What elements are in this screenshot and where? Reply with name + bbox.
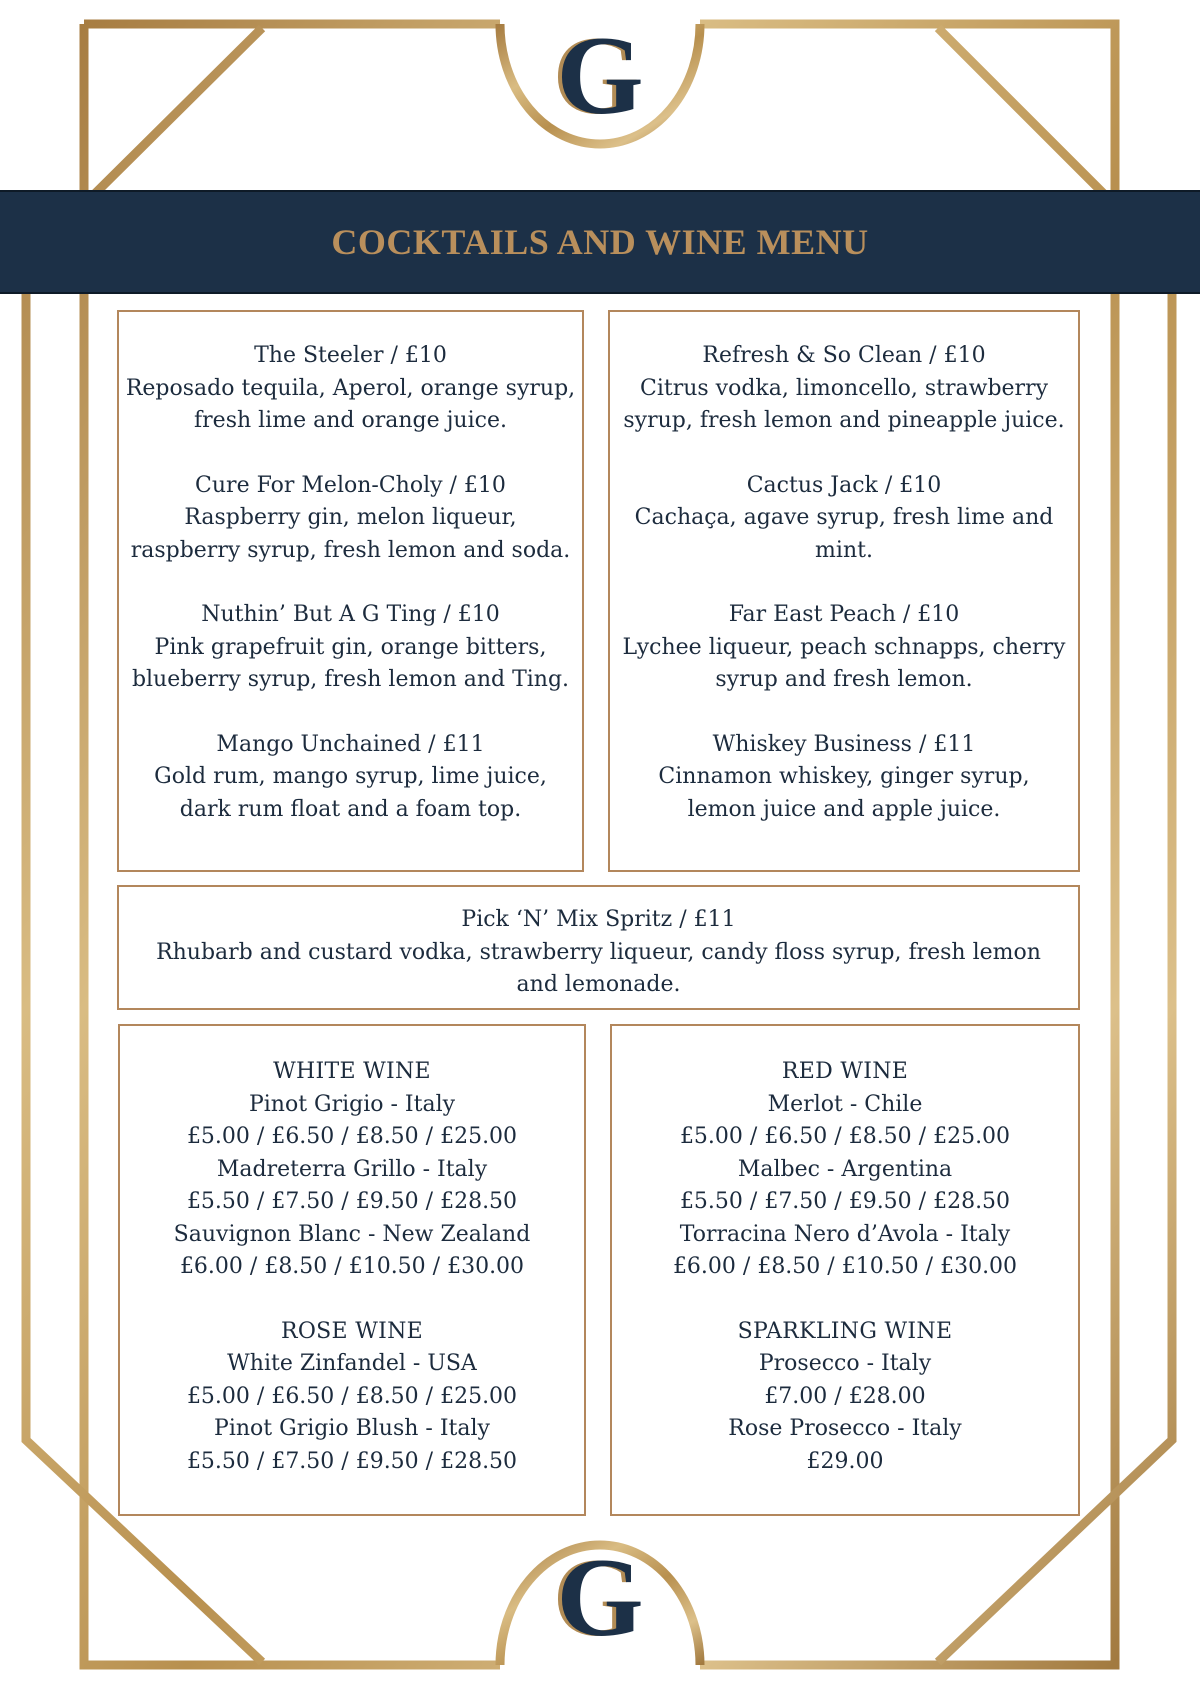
cocktail-item (125, 729, 576, 827)
cocktail-desc-line: raspberry syrup, fresh lemon and soda. (130, 537, 571, 563)
cocktail-desc-line: syrup, fresh lemon and pineapple juice. (623, 408, 1065, 433)
cocktail-desc-line: Cinnamon whiskey, ginger syrup, (658, 764, 1030, 789)
spritz-box (117, 885, 1080, 1010)
cocktail-desc-line: Raspberry gin, melon liqueur, (184, 505, 517, 530)
section-heading: SPARKLING WINE (737, 1318, 953, 1344)
cocktail-desc-line: dark rum float and a foam top. (179, 796, 522, 822)
wine-line: White Zinfandel - USA (227, 1351, 477, 1376)
section-heading: WHITE WINE (273, 1059, 431, 1084)
cocktail-title: Cure For Melon-Choly / £10 (195, 472, 506, 498)
white-wine-section (126, 1056, 578, 1284)
wine-line: Prosecco - Italy (758, 1351, 932, 1376)
wine-price-line: £5.50 / £7.50 / £9.50 / £28.50 (186, 1189, 518, 1214)
cocktails-left-box (117, 310, 584, 872)
wine-line: Madreterra Grillo - Italy (216, 1156, 488, 1182)
wine-line: Pinot Grigio - Italy (248, 1091, 456, 1117)
wine-price-line: £6.00 / £8.50 / £10.50 / £30.00 (179, 1254, 525, 1279)
wine-left-box (118, 1024, 586, 1516)
wine-price-line: £7.00 / £28.00 (764, 1383, 926, 1409)
cocktail-desc-line: Pink grapefruit gin, orange bitters, (154, 634, 547, 660)
wine-line: Pinot Grigio Blush - Italy (214, 1416, 490, 1441)
cocktail-desc-line: mint. (815, 537, 873, 563)
cocktail-desc-line: syrup and fresh lemon. (715, 667, 973, 692)
wine-price-line: £5.00 / £6.50 / £8.50 / £25.00 (186, 1124, 518, 1149)
wine-line: Rose Prosecco - Italy (728, 1416, 962, 1441)
cocktail-item (616, 599, 1072, 697)
cocktail-item (616, 729, 1072, 827)
cocktail-title: Nuthin’ But A G Ting / £10 (201, 602, 500, 627)
section-heading: RED WINE (781, 1059, 909, 1084)
sparkling-wine-section (618, 1316, 1072, 1479)
wine-price-line: £5.50 / £7.50 / £9.50 / £28.50 (679, 1189, 1011, 1214)
cocktail-item (616, 340, 1072, 438)
cocktail-desc-line: and lemonade. (516, 972, 681, 997)
wine-price-line: £6.00 / £8.50 / £10.50 / £30.00 (672, 1254, 1018, 1279)
cocktail-title: Whiskey Business / £11 (712, 731, 976, 757)
cocktail-desc-line: Lychee liqueur, peach schnapps, cherry (622, 634, 1066, 660)
wine-price-line: £5.00 / £6.50 / £8.50 / £25.00 (186, 1383, 518, 1409)
title-banner (0, 190, 1200, 294)
cocktail-title: Mango Unchained / £11 (216, 731, 485, 757)
cocktail-title: Refresh & So Clean / £10 (702, 343, 986, 368)
wine-price-line: £5.00 / £6.50 / £8.50 / £25.00 (679, 1124, 1011, 1149)
wine-right-box (610, 1024, 1080, 1516)
section-heading: ROSE WINE (280, 1318, 424, 1344)
wine-price-line: £29.00 (806, 1448, 884, 1474)
cocktail-item (125, 340, 576, 438)
cocktail-item (616, 470, 1072, 568)
cocktail-title: Cactus Jack / £10 (746, 472, 942, 498)
menu-title: COCKTAILS AND WINE MENU (331, 222, 869, 262)
logo-monogram-bottom: G (556, 1536, 644, 1660)
cocktail-desc-line: fresh lime and orange juice. (194, 408, 507, 433)
wine-price-line: £5.50 / £7.50 / £9.50 / £28.50 (186, 1448, 518, 1474)
wine-line: Sauvignon Blanc - New Zealand (173, 1221, 531, 1247)
cocktail-item (125, 599, 576, 697)
red-wine-section (618, 1056, 1072, 1284)
cocktail-desc-line: Reposado tequila, Aperol, orange syrup, (125, 375, 576, 401)
wine-line: Torracina Nero d’Avola - Italy (679, 1221, 1011, 1247)
rose-wine-section (126, 1316, 578, 1479)
cocktail-title: The Steeler / £10 (254, 343, 447, 368)
cocktails-right-box (608, 310, 1080, 872)
cocktail-title: Pick ‘N’ Mix Spritz / £11 (461, 907, 736, 932)
wine-line: Malbec - Argentina (737, 1156, 953, 1182)
cocktail-title: Far East Peach / £10 (728, 602, 960, 627)
cocktail-desc-line: Gold rum, mango syrup, lime juice, (154, 764, 547, 789)
logo-monogram-top: G (556, 14, 644, 138)
cocktail-desc-line: Citrus vodka, limoncello, strawberry (639, 375, 1049, 401)
cocktail-desc-line: lemon juice and apple juice. (687, 796, 1001, 822)
cocktail-desc-line: blueberry syrup, fresh lemon and Ting. (131, 667, 570, 692)
wine-line: Merlot - Chile (767, 1091, 923, 1117)
cocktail-desc-line: Cachaça, agave syrup, fresh lime and (634, 505, 1054, 530)
cocktail-desc-line: Rhubarb and custard vodka, strawberry liqueur, candy floss syrup, fresh lemon (156, 939, 1041, 965)
cocktail-item (125, 470, 576, 568)
